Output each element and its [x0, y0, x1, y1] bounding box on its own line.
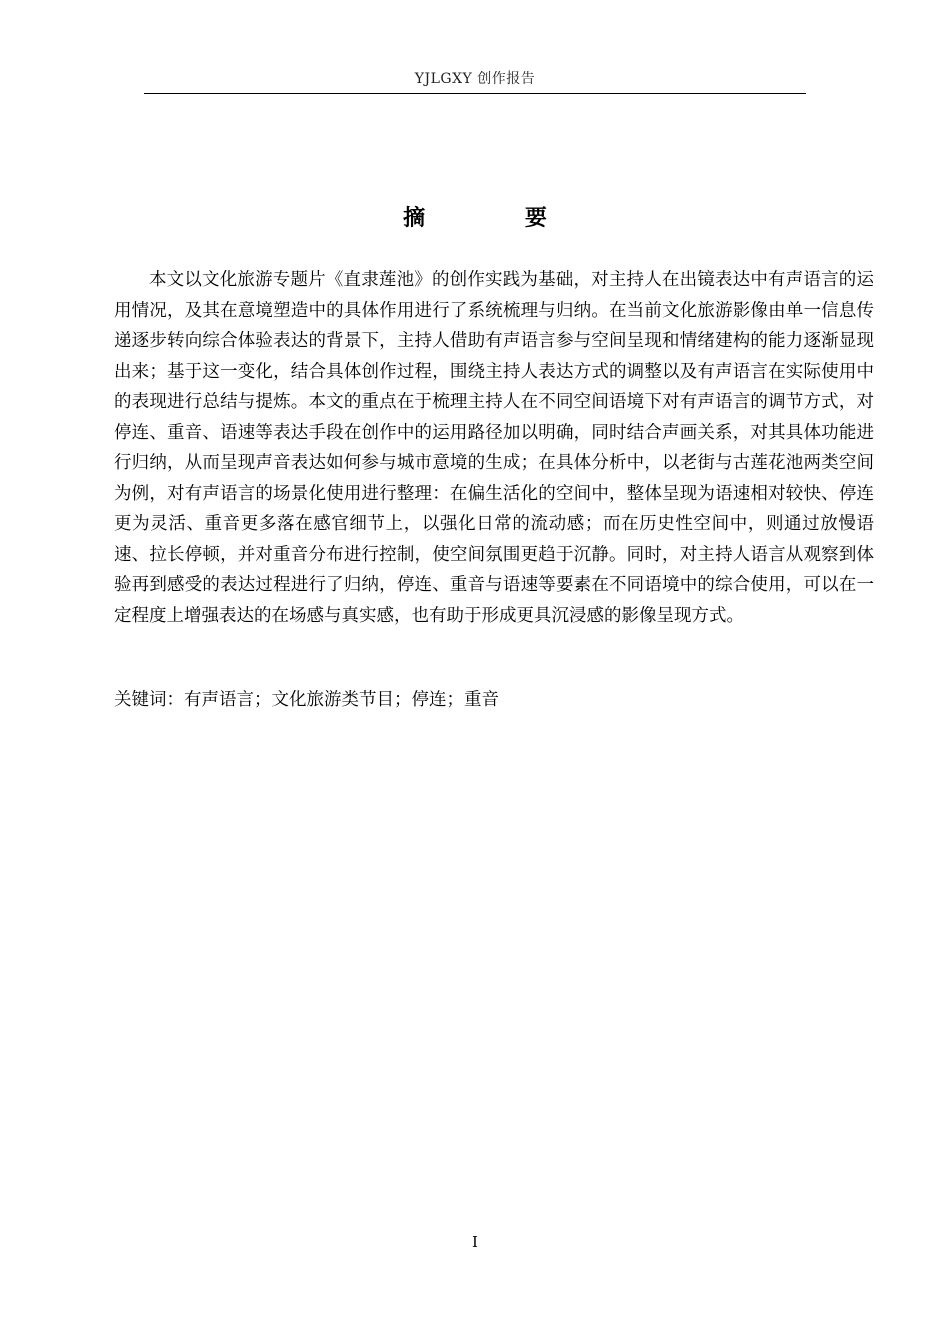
abstract-title: 摘 要: [403, 206, 593, 231]
keywords-list: 有声语言；文化旅游类节目；停连；重音: [184, 690, 499, 710]
keywords-line: [114, 685, 874, 716]
header-divider: [144, 93, 806, 94]
running-header: YJLGXY 创作报告: [414, 71, 536, 87]
page-number: I: [472, 1233, 478, 1251]
abstract-body: [114, 265, 874, 631]
keywords-label: 关键词：: [114, 690, 184, 710]
abstract-paragraph: 本文以文化旅游专题片《直隶莲池》的创作实践为基础，对主持人在出镜表达中有声语言的运用情况，及其在意境塑造中的具体作用进行了系统梳理与归纳。在当前文化旅游影像由单一信息传递逐步转向综合体验表达的背景下，主持人借助有声语言参与空间呈现和情绪建构的能力逐渐显现出来；基于这一变化，结合具体创作过程，围绕主持人表达方式的调整以及有声语言在实际使用中的表现进行总结与提炼。本文的重点在于梳理主持人在不同空间语境下对有声语言的调节方式，对停连、重音、语速等表达手段在创作中的运用路径加以明确，同时结合声画关系，对其具体功能进行归纳，从而呈现声音表达如何参与城市意境的生成；在具体分析中，以老街与古莲花池两类空间为例，对有声语言的场景化使用进行整理：在偏生活化的空间中，整体呈现为语速相对较快、停连更为灵活、重音更多落在感官细节上，以强化日常的流动感；而在历史性空间中，则通过放慢语速、拉长停顿，并对重音分布进行控制，使空间氛围更趋于沉静。同时，对主持人语言从观察到体验再到感受的表达过程进行了归纳，停连、重音与语速等要素在不同语境中的综合使用，可以在一定程度上增强表达的在场感与真实感，也有助于形成更具沉浸感的影像呈现方式。: [114, 270, 874, 626]
